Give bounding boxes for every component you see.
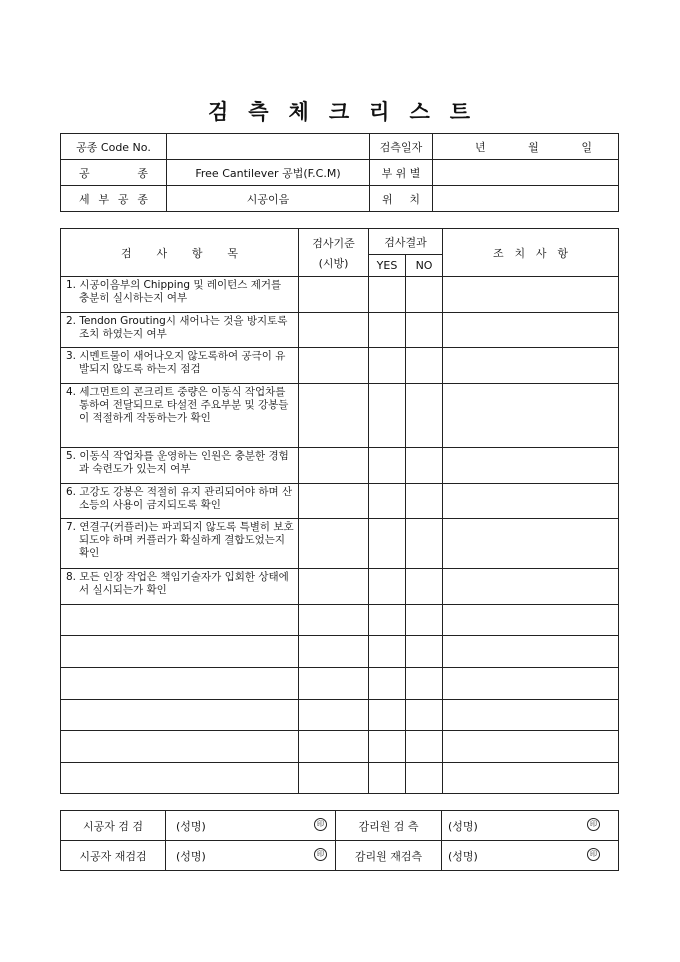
table-row: [61, 519, 619, 569]
no-cell[interactable]: [406, 448, 443, 484]
no-cell[interactable]: [406, 763, 443, 794]
standard-cell[interactable]: [299, 519, 369, 569]
seal-icon: 印: [587, 848, 600, 861]
yes-cell[interactable]: [369, 277, 406, 313]
seal-icon: 印: [587, 818, 600, 831]
header-yes: YES: [369, 255, 406, 277]
name-label: (성명): [448, 819, 478, 833]
yes-cell[interactable]: [369, 313, 406, 348]
header-result: 검사결과: [369, 229, 443, 255]
action-cell[interactable]: [443, 384, 619, 448]
yes-cell[interactable]: [369, 448, 406, 484]
empty-row: [61, 668, 619, 700]
check-item-8: 8. 모든 인장 작업은 책임기술자가 입회한 상태에서 실시되는가 확인: [66, 571, 289, 596]
type-value[interactable]: Free Cantilever 공법(F.C.M): [167, 160, 370, 186]
standard-cell[interactable]: [299, 668, 369, 700]
action-cell[interactable]: [443, 277, 619, 313]
yes-cell[interactable]: [369, 384, 406, 448]
contractor-inspect-sign[interactable]: [166, 811, 336, 841]
standard-cell[interactable]: [299, 448, 369, 484]
action-cell[interactable]: [443, 605, 619, 636]
no-cell[interactable]: [406, 731, 443, 763]
no-cell[interactable]: [406, 277, 443, 313]
code-label: 공종 Code No.: [61, 134, 167, 160]
action-cell[interactable]: [443, 313, 619, 348]
yes-cell[interactable]: [369, 636, 406, 668]
action-cell[interactable]: [443, 569, 619, 605]
action-cell[interactable]: [443, 636, 619, 668]
header-standard: 검사기준 (시방): [299, 229, 369, 277]
action-cell[interactable]: [443, 484, 619, 519]
subtype-label: 세 부 공 종: [61, 186, 167, 212]
check-item-7: 7. 연결구(커플러)는 파괴되지 않도록 특별히 보호되도야 하며 커플러가 확실하게 결합도었는지 확인: [66, 521, 294, 559]
contractor-reinspect-sign[interactable]: [166, 841, 336, 871]
check-item-1: 1. 시공이음부의 Chipping 및 레이턴스 제거를 충분히 실시하는지 여부: [66, 279, 282, 304]
empty-row: [61, 605, 619, 636]
location-label: 위 치: [370, 186, 433, 212]
empty-row: [61, 700, 619, 731]
action-cell[interactable]: [443, 731, 619, 763]
check-item-3: 3. 시멘트물이 새어나오지 않도록하여 공극이 유발되지 않도록 하는지 점검: [66, 350, 286, 375]
date-label: 검측일자: [370, 134, 433, 160]
header-action: 조 치 사 항: [443, 229, 619, 277]
supervisor-reinspect-label: 감리원 재검측: [336, 841, 442, 871]
check-item-5: 5. 이동식 작업차를 운영하는 인원은 충분한 경험과 숙련도가 있는지 여부: [66, 450, 289, 475]
no-cell[interactable]: [406, 668, 443, 700]
action-cell[interactable]: [443, 348, 619, 384]
contractor-reinspect-label: 시공자 재검검: [61, 841, 166, 871]
standard-cell[interactable]: [299, 605, 369, 636]
table-row: [61, 484, 619, 519]
standard-cell[interactable]: [299, 569, 369, 605]
yes-cell[interactable]: [369, 569, 406, 605]
signature-table: [60, 810, 619, 871]
table-row: [61, 313, 619, 348]
table-row: [61, 384, 619, 448]
standard-cell[interactable]: [299, 277, 369, 313]
no-cell[interactable]: [406, 519, 443, 569]
no-cell[interactable]: [406, 384, 443, 448]
contractor-inspect-label: 시공자 검 검: [61, 811, 166, 841]
empty-row: [61, 636, 619, 668]
item-cell[interactable]: [61, 763, 299, 794]
table-row: [61, 448, 619, 484]
action-cell[interactable]: [443, 519, 619, 569]
action-cell[interactable]: [443, 448, 619, 484]
yes-cell[interactable]: [369, 700, 406, 731]
no-cell[interactable]: [406, 313, 443, 348]
yes-cell[interactable]: [369, 348, 406, 384]
date-value[interactable]: 년 월 일: [433, 134, 619, 160]
page-title: 검 측 체 크 리 스 트: [207, 99, 473, 124]
info-table: [60, 133, 619, 212]
table-row: [61, 277, 619, 313]
yes-cell[interactable]: [369, 763, 406, 794]
header-items: 검 사 항 목: [61, 229, 299, 277]
standard-cell[interactable]: [299, 384, 369, 448]
part-label: 부 위 별: [370, 160, 433, 186]
yes-cell[interactable]: [369, 668, 406, 700]
yes-cell[interactable]: [369, 519, 406, 569]
header-no: NO: [406, 255, 443, 277]
standard-cell[interactable]: [299, 763, 369, 794]
table-row: [61, 569, 619, 605]
empty-row: [61, 731, 619, 763]
standard-cell[interactable]: [299, 348, 369, 384]
name-label: (성명): [448, 849, 478, 863]
item-cell[interactable]: [61, 668, 299, 700]
subtype-value[interactable]: 시공이음: [167, 186, 370, 212]
check-item-2: 2. Tendon Grouting시 새어나는 것을 방지토록 조치 하였는지 여부: [66, 315, 288, 340]
checklist-table: [60, 228, 619, 794]
no-cell[interactable]: [406, 348, 443, 384]
supervisor-inspect-sign[interactable]: [442, 811, 619, 841]
yes-cell[interactable]: [369, 731, 406, 763]
yes-cell[interactable]: [369, 484, 406, 519]
name-label: (성명): [176, 819, 206, 833]
action-cell[interactable]: [443, 700, 619, 731]
standard-cell[interactable]: [299, 700, 369, 731]
standard-cell[interactable]: [299, 636, 369, 668]
supervisor-inspect-label: 감리원 검 측: [336, 811, 442, 841]
no-cell[interactable]: [406, 569, 443, 605]
standard-cell[interactable]: [299, 484, 369, 519]
seal-icon: 印: [314, 818, 327, 831]
check-item-6: 6. 고강도 강봉은 적절히 유지 관리되어야 하며 산소등의 사용이 금지되도록 확인: [66, 486, 293, 511]
action-cell[interactable]: [443, 763, 619, 794]
table-row: [61, 348, 619, 384]
empty-row: [61, 763, 619, 794]
seal-icon: 印: [314, 848, 327, 861]
no-cell[interactable]: [406, 605, 443, 636]
type-label: 공 종: [61, 160, 167, 186]
no-cell[interactable]: [406, 484, 443, 519]
code-value[interactable]: [167, 134, 370, 160]
item-cell[interactable]: [61, 636, 299, 668]
check-item-4: 4. 세그먼트의 콘크리트 중량은 이동식 작업차를 통하여 전달되므로 타설전 주요부분 및 강봉들이 적절하게 작동하는가 확인: [66, 386, 289, 424]
part-value[interactable]: [433, 160, 619, 186]
name-label: (성명): [176, 849, 206, 863]
item-cell[interactable]: [61, 700, 299, 731]
action-cell[interactable]: [443, 668, 619, 700]
item-cell[interactable]: [61, 731, 299, 763]
standard-cell[interactable]: [299, 313, 369, 348]
no-cell[interactable]: [406, 636, 443, 668]
yes-cell[interactable]: [369, 605, 406, 636]
no-cell[interactable]: [406, 700, 443, 731]
standard-cell[interactable]: [299, 731, 369, 763]
item-cell[interactable]: [61, 605, 299, 636]
location-value[interactable]: [433, 186, 619, 212]
supervisor-reinspect-sign[interactable]: [442, 841, 619, 871]
